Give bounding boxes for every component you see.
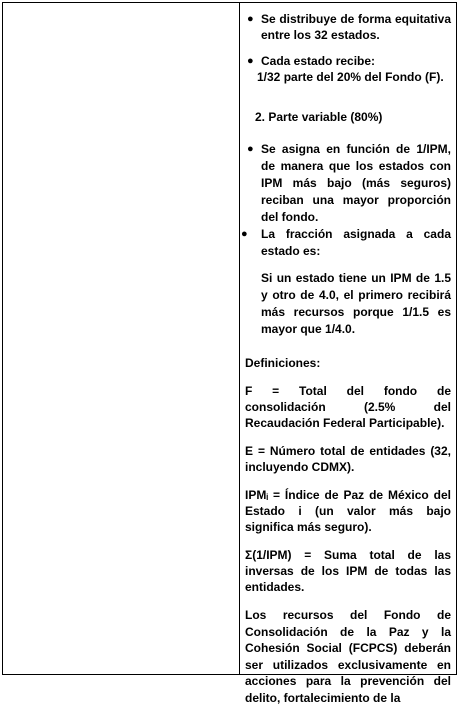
section-title-variable: 2. Parte variable (80%) [255,110,383,124]
empty-left-cell [3,3,239,674]
bullet-dot: ● [247,143,254,155]
fcpcs-paragraph: Los recursos del Fondo de Consolidación de la Paz y la Cohesión Social (FCPCS) deberán ser utilizados exclusivamente en acciones para la prevención del delito, fortalecimiento de la [245,608,451,705]
table-frame [2,2,457,705]
content-cell [240,3,456,705]
definition-ipm: IPMᵢ = Índice de Paz de México del Estado i (un valor más bajo significa más seguro). [245,488,451,534]
bullet-dot: ● [241,228,248,240]
bullet-each-state-label: Cada estado recibe: [261,54,376,68]
bullet-each-state [245,53,451,69]
bullet-assignment [245,141,451,226]
definition-f: F = Total del fondo de consolidación (2.5% del Recaudación Federal Participable). [245,384,451,430]
bullet-equitable [245,11,451,43]
bullet-dot: ● [247,13,254,25]
bullet-equitable-text: Se distribuye de forma equitativa entre los 32 estados. [261,12,451,42]
bullet-fraction [241,226,451,260]
bullet-fraction-text: La fracción asignada a cada estado es: [261,227,451,258]
bullet-dot: ● [247,55,254,67]
bullet-assignment-text: Se asigna en función de 1/IPM, de manera que los estados con IPM más bajo (más seguros) reciban una mayor proporción del fondo. [261,142,451,224]
definition-sum: Σ(1/IPM) = Suma total de las inversas de los IPM de todas las entidades. [245,548,451,594]
definitions-title: Definiciones: [245,356,321,370]
bullet-each-state-detail: 1/32 parte del 20% del Fondo (F). [257,70,444,84]
definition-e: E = Número total de entidades (32, incluyendo CDMX). [245,444,451,474]
example-paragraph: Si un estado tiene un IPM de 1.5 y otro de 4.0, el primero recibirá más recursos porque 1/1.5 es mayor que 1/4.0. [261,271,451,336]
